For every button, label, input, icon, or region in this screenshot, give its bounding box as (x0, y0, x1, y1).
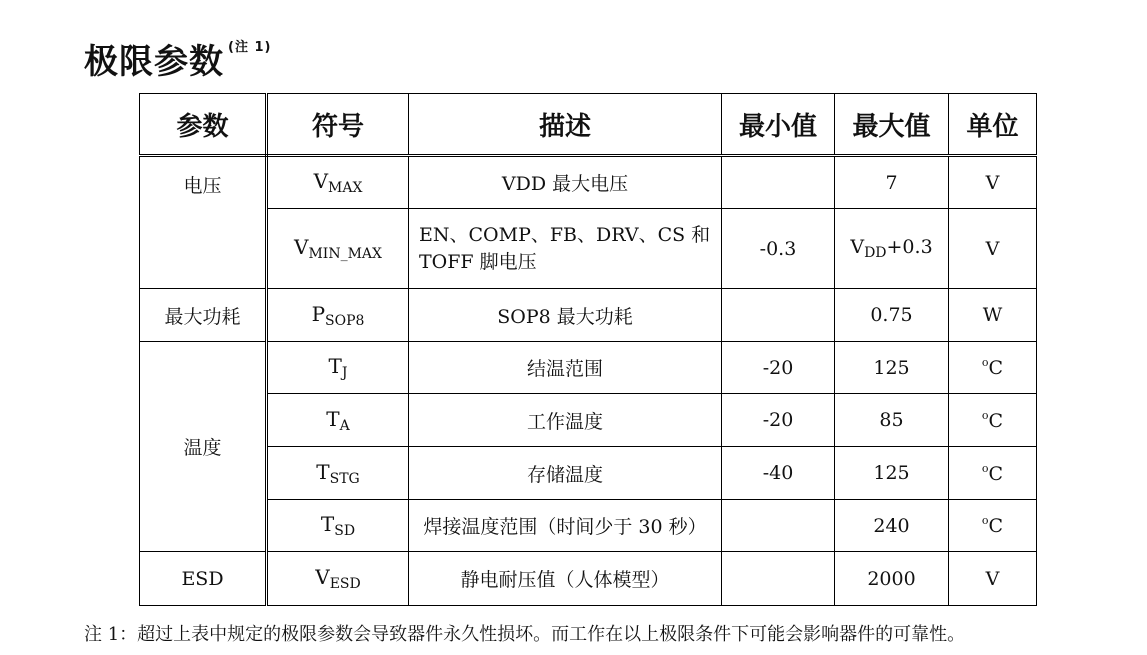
min-cell (722, 552, 835, 606)
max-cell: 240 (835, 500, 949, 552)
unit-cell: V (949, 156, 1037, 209)
header-min: 最小值 (722, 94, 835, 156)
max-cell: 85 (835, 394, 949, 447)
unit-cell: $^o$C (949, 447, 1037, 500)
table-row (140, 500, 1037, 552)
header-unit: 单位 (949, 94, 1037, 156)
symbol-cell: $T_{STG}$ (267, 447, 409, 500)
min-cell (722, 289, 835, 342)
description-cell: 结温范围 (409, 342, 722, 394)
unit-cell: W (949, 289, 1037, 342)
min-cell (722, 500, 835, 552)
param-cell: ESD (140, 552, 267, 606)
max-cell: 0.75 (835, 289, 949, 342)
min-cell: -20 (722, 342, 835, 394)
symbol-cell: $V_{ESD}$ (267, 552, 409, 606)
symbol-cell: $P_{SOP8}$ (267, 289, 409, 342)
table-row (140, 552, 1037, 606)
min-cell (722, 156, 835, 209)
title-text: 极限参数 (84, 42, 224, 82)
max-cell: 2000 (835, 552, 949, 606)
footnote: 注 1：超过上表中规定的极限参数会导致器件永久性损坏。而工作在以上极限条件下可能会影响器件的可靠性。 (84, 624, 966, 645)
max-cell: 7 (835, 156, 949, 209)
unit-cell: $^o$C (949, 500, 1037, 552)
absolute-max-ratings-table (139, 93, 1037, 606)
param-cell: 温度 (140, 342, 267, 552)
table-header-row (140, 94, 1037, 156)
symbol-cell: $V_{MIN\_MAX}$ (267, 209, 409, 289)
symbol-cell: $T_A$ (267, 394, 409, 447)
table-row (140, 156, 1037, 209)
symbol-cell: $V_{MAX}$ (267, 156, 409, 209)
description-cell: 存储温度 (409, 447, 722, 500)
header-param: 参数 (140, 94, 267, 156)
max-cell: 125 (835, 342, 949, 394)
table-row (140, 342, 1037, 394)
description-cell: SOP8 最大功耗 (409, 289, 722, 342)
max-cell: 125 (835, 447, 949, 500)
description-cell: 工作温度 (409, 394, 722, 447)
table-row (140, 394, 1037, 447)
max-cell: $V_{DD}+0.3$ (835, 209, 949, 289)
header-max: 最大值 (835, 94, 949, 156)
description-cell: VDD 最大电压 (409, 156, 722, 209)
description-cell: 静电耐压值（人体模型） (409, 552, 722, 606)
min-cell: -20 (722, 394, 835, 447)
symbol-cell: $T_{SD}$ (267, 500, 409, 552)
param-cell: 最大功耗 (140, 289, 267, 342)
symbol-cell: $T_J$ (267, 342, 409, 394)
table-row (140, 209, 1037, 289)
unit-cell: V (949, 209, 1037, 289)
min-cell: -40 (722, 447, 835, 500)
unit-cell: V (949, 552, 1037, 606)
header-symbol: 符号 (267, 94, 409, 156)
table-row (140, 289, 1037, 342)
param-cell: 电压 (140, 156, 267, 289)
min-cell: -0.3 (722, 209, 835, 289)
description-cell: EN、COMP、FB、DRV、CS 和 TOFF 脚电压 (409, 209, 722, 289)
page-title (84, 34, 271, 83)
title-note-mark: (注 1) (228, 40, 272, 55)
table-row (140, 447, 1037, 500)
unit-cell: $^o$C (949, 394, 1037, 447)
header-description: 描述 (409, 94, 722, 156)
description-cell: 焊接温度范围（时间少于 30 秒） (409, 500, 722, 552)
unit-cell: $^o$C (949, 342, 1037, 394)
